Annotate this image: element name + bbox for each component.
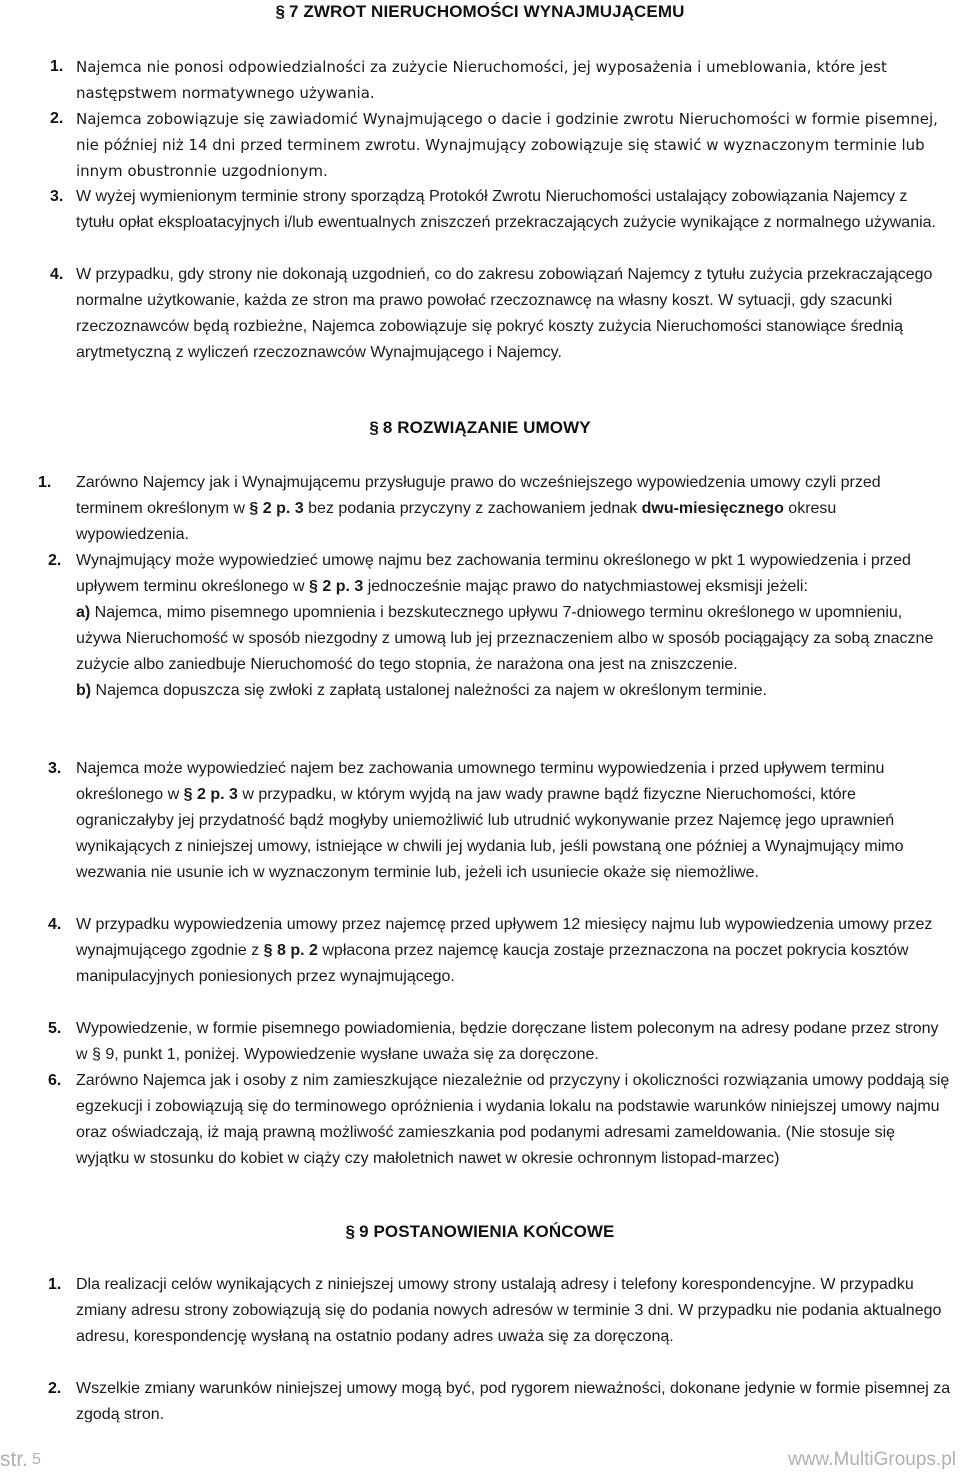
section-7-item-2: Najemca zobowiązuje się zawiadomić Wynajmującego o dacie i godzinie zwrotu Nieruchomości w formie pisemnej, nie później niż 14 dni przed terminem zwrotu. Wynajmujący zobowiązuje się stawić w wyznaczonym terminie lub innym obustronnie uzgodnionym. bbox=[76, 110, 938, 180]
section-7-item-3: W wyżej wymienionym terminie strony sporządzą Protokół Zwrotu Nieruchomości ustalający zobowiązania Najemcy z tytułu opłat eksploatacyjnych i/lub ewentualnych zniszczeń przekraczających zużycie wynikające z normalnego używania. bbox=[76, 188, 936, 231]
item-number: 1. bbox=[38, 474, 52, 491]
item-number: 1. bbox=[48, 1276, 62, 1293]
section-8-item-3: Najemca może wypowiedzieć najem bez zachowania umownego terminu wypowiedzenia i przed upływem terminu określonego w § 2 p. 3 w przypadku, w którym wyjdą na jaw wady prawne bądź fizyczne Nieruchomości, które ograniczałyby jej przydatność bądź mogłyby uniemożliwić lub utrudnić wykonywanie przez Najemcę jego uprawnień wynikających z niniejszej umowy, istniejące w chwili jej wydania lub, jeśli powstaną one później a Wynajmujący mimo wezwania nie usunie ich w wyznaczonym terminie lub, jeżeli ich usuniecie okaże się niemożliwe. bbox=[76, 760, 904, 881]
section-9-item-1: Dla realizacji celów wynikających z niniejszej umowy strony ustalają adresy i telefony korespondencyjne. W przypadku zmiany adresu strony zobowiązują się do podania nowych adresów w terminie 3 dni. W przypadku nie podania aktualnego adresu, korespondencję wysłaną na ostatnio podany adres uważa się za doręczoną. bbox=[76, 1276, 942, 1345]
item-number: 1. bbox=[50, 58, 64, 75]
section-7-item-1: Najemca nie ponosi odpowiedzialności za zużycie Nieruchomości, jej wyposażenia i umeblowania, które jest następstwem normatywnego używania. bbox=[76, 58, 887, 102]
footer-website: www.MultiGroups.pl bbox=[788, 1449, 956, 1470]
item-number: 2. bbox=[48, 1380, 62, 1397]
section-8-item-4: W przypadku wypowiedzenia umowy przez najemcę przed upływem 12 miesięcy najmu lub wypowiedzenia umowy przez wynajmującego zgodnie z § 8 p. 2 wpłacona przez najemcę kaucja zostaje przeznaczona na poczet pokrycia kosztów manipulacyjnych poniesionych przez wynajmującego. bbox=[76, 916, 933, 985]
section-7-heading: § 7 ZWROT NIERUCHOMOŚCI WYNAJMUJĄCEMU bbox=[275, 2, 685, 21]
item-number: 3. bbox=[50, 188, 64, 205]
section-8-item-1: Zarówno Najemcy jak i Wynajmującemu przysługuje prawo do wcześniejszego wypowiedzenia umowy czyli przed terminem określonym w § 2 p. 3 bez podania przyczyny z zachowaniem jednak dwu-miesięcznego okresu wypowiedzenia. bbox=[76, 474, 881, 543]
section-8-item-5: Wypowiedzenie, w formie pisemnego powiadomienia, będzie doręczane listem poleconym na adresy podane przez strony w § 9, punkt 1, poniżej. Wypowiedzenie wysłane uważa się za doręczone. bbox=[76, 1020, 939, 1063]
section-symbol: § bbox=[369, 418, 379, 437]
section-symbol: § bbox=[275, 2, 286, 21]
page-number: str. 5 bbox=[0, 1448, 41, 1471]
section-7-item-4: W przypadku, gdy strony nie dokonają uzgodnień, co do zakresu zobowiązań Najemcy z tytułu zużycia przekraczającego normalne użytkowanie, każda ze stron ma prawo powołać rzeczoznawcę na własny koszt. W sytuacji, gdy szacunki rzeczoznawców będą rozbieżne, Najemca zobowiązuje się pokryć koszty zużycia Nieruchomości stanowiące średnią arytmetyczną z wyliczeń rzeczoznawców Wynajmującego i Najemcy. bbox=[76, 266, 933, 361]
item-number: 3. bbox=[48, 760, 62, 777]
item-number: 2. bbox=[50, 110, 64, 127]
item-number: 4. bbox=[50, 266, 64, 283]
section-symbol: § bbox=[345, 1222, 356, 1241]
section-8-heading: § 8 ROZWIĄZANIE UMOWY bbox=[369, 418, 591, 437]
item-number: 2. bbox=[48, 552, 62, 569]
section-8-item-6: Zarówno Najemca jak i osoby z nim zamieszkujące niezależnie od przyczyny i okoliczności rozwiązania umowy poddają się egzekucji i zobowiązują się do terminowego opróżnienia i wydania lokalu na podstawie warunków niniejszej umowy najmu oraz oświadczają, iż mają prawną możliwość zamieszkania pod podanymi adresami zameldowania. (Nie stosuje się wyjątku w stosunku do kobiet w ciąży czy małoletnich nawet w okresie ochronnym listopad-marzec) bbox=[76, 1072, 950, 1167]
item-number: 6. bbox=[48, 1072, 62, 1089]
item-number: 4. bbox=[48, 916, 62, 933]
section-8-item-2: Wynajmujący może wypowiedzieć umowę najmu bez zachowania terminu określonego w pkt 1 wypowiedzenia i przed upływem terminu określonego w § 2 p. 3 jednocześnie mając prawo do natychmiastowej eksmisji jeżeli: a) Najemca, mimo pisemnego upomnienia i bezskutecznego upływu 7-dniowego terminu określonego w upomnieniu, używa Nieruchomość w sposób niezgodny z umową lub jej przeznaczeniem albo w sposób pociągający za sobą znaczne zużycie albo zaniedbuje Nieruchomość do tego stopnia, że narażona ona jest na zniszczenie. b) Najemca dopuszcza się zwłoki z zapłatą ustalonej należności za najem w określonym terminie. bbox=[76, 552, 934, 699]
section-9-heading: § 9 POSTANOWIENIA KOŃCOWE bbox=[345, 1222, 615, 1241]
section-9-item-2: Wszelkie zmiany warunków niniejszej umowy mogą być, pod rygorem nieważności, dokonane jedynie w formie pisemnej za zgodą stron. bbox=[76, 1380, 951, 1423]
item-number: 5. bbox=[48, 1020, 62, 1037]
